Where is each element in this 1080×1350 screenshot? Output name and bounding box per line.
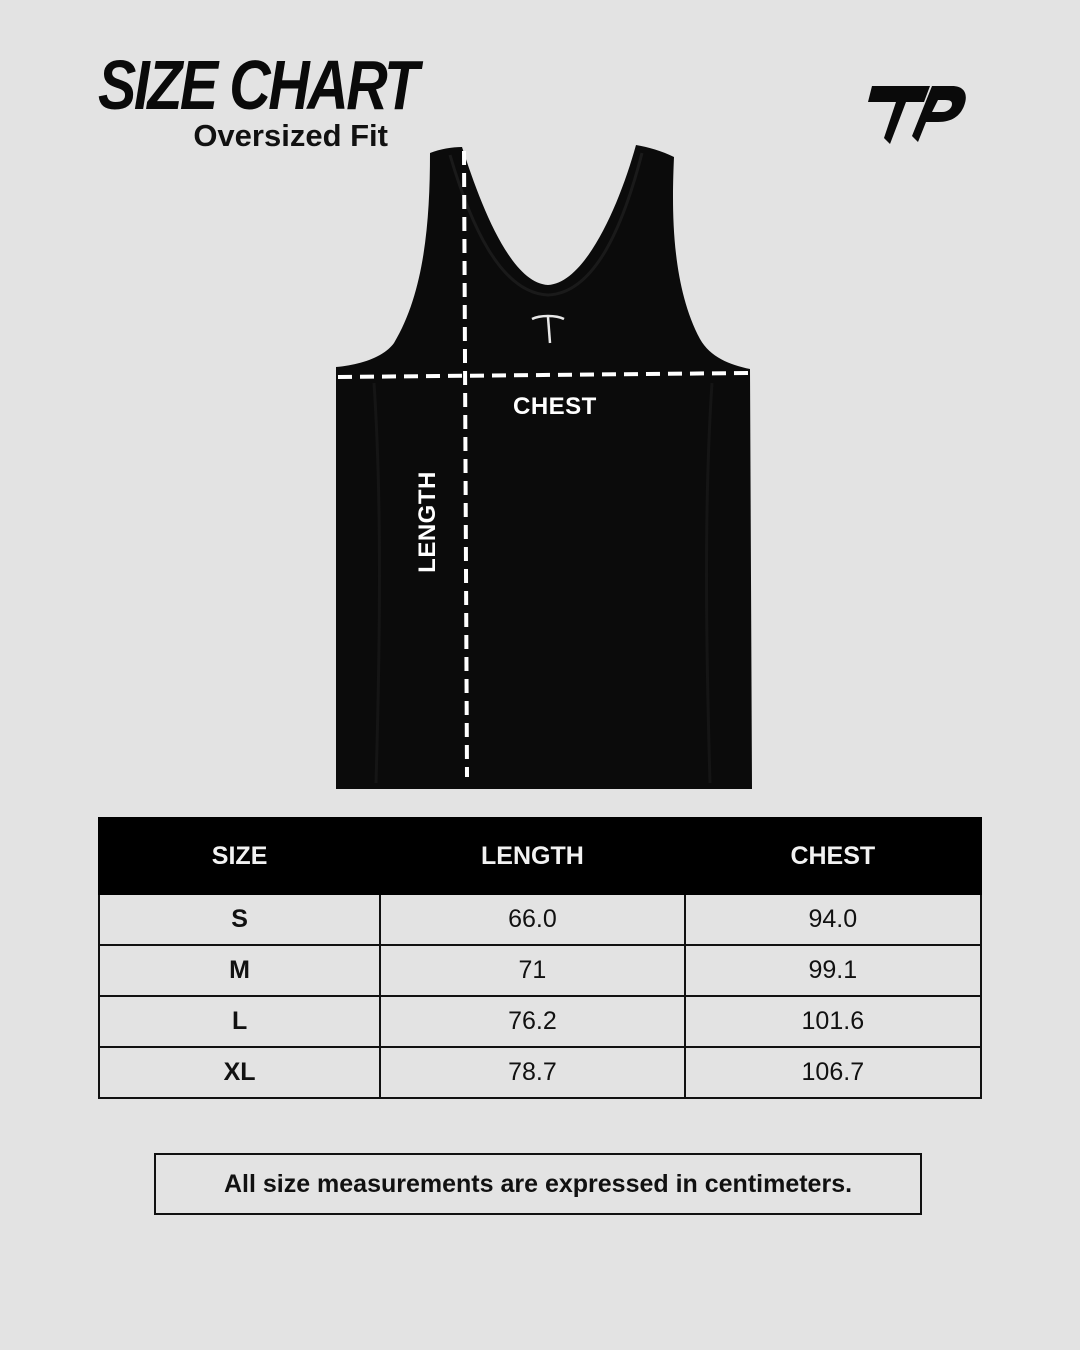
chest-measure-label: CHEST <box>513 393 597 420</box>
chest-cell: 106.7 <box>685 1047 981 1098</box>
page-title: SIZE CHART <box>98 46 417 124</box>
brand-logo-icon <box>868 82 968 146</box>
table-row <box>99 996 981 1047</box>
measurement-note: All size measurements are expressed in centimeters. <box>154 1153 922 1215</box>
chest-cell: 101.6 <box>685 996 981 1047</box>
table-header-row <box>99 818 981 894</box>
chest-cell: 99.1 <box>685 945 981 996</box>
size-cell: L <box>99 996 380 1047</box>
length-cell: 66.0 <box>380 894 684 945</box>
table-row <box>99 945 981 996</box>
chest-cell: 94.0 <box>685 894 981 945</box>
length-cell: 71 <box>380 945 684 996</box>
size-cell: XL <box>99 1047 380 1098</box>
length-cell: 76.2 <box>380 996 684 1047</box>
length-measure-label: LENGTH <box>414 471 441 573</box>
tank-top-body <box>336 145 752 789</box>
table-row <box>99 1047 981 1098</box>
table-row <box>99 894 981 945</box>
size-cell: M <box>99 945 380 996</box>
size-table <box>98 817 982 1099</box>
header-length: LENGTH <box>380 818 684 894</box>
header-chest: CHEST <box>685 818 981 894</box>
length-cell: 78.7 <box>380 1047 684 1098</box>
header-size: SIZE <box>99 818 380 894</box>
size-cell: S <box>99 894 380 945</box>
tank-top-illustration <box>330 143 760 793</box>
fit-subtitle: Oversized Fit <box>193 118 388 153</box>
